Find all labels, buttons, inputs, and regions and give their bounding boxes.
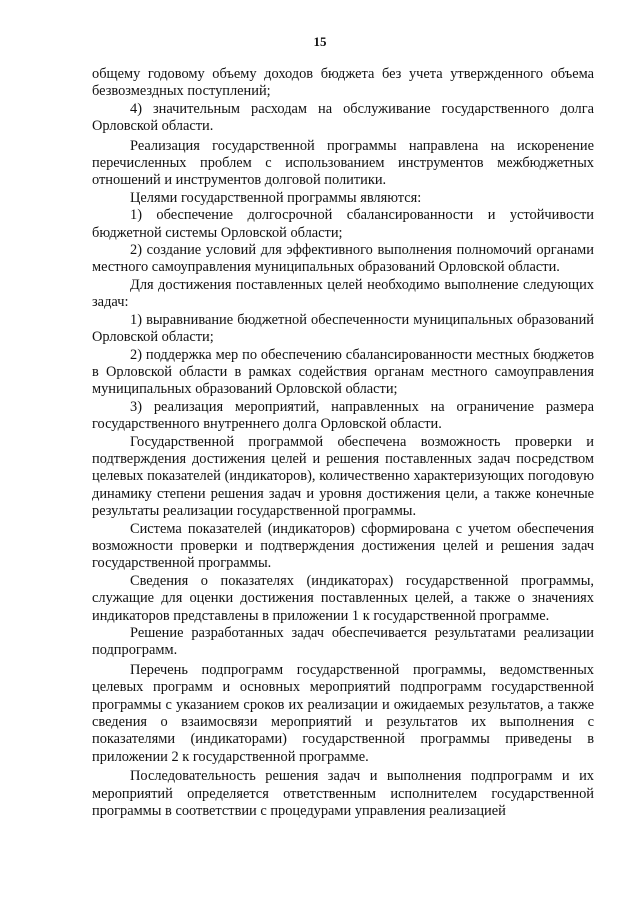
paragraph-9: 2) поддержка мер по обеспечению сбалансированности местных бюджетов в Орловской области в рамках содействия органам местного самоуправления муниципальных образований Орловской области;: [92, 346, 594, 398]
page-number: 15: [313, 34, 327, 49]
paragraph-3: Реализация государственной программы направлена на искоренение перечисленных проблем с использованием инструментов межбюджетных отношений и инструментов долговой политики.: [92, 137, 594, 189]
body-text: [92, 66, 594, 820]
paragraph-6: 2) создание условий для эффективного выполнения полномочий органами местного самоуправления муниципальных образований Орловской области.: [92, 242, 594, 276]
paragraph-8: 1) выравнивание бюджетной обеспеченности муниципальных образований Орловской области;: [92, 311, 594, 346]
paragraph-12: Система показателей (индикаторов) сформирована с учетом обеспечения возможности проверки и подтверждения достижения целей и решения задач государственной программы.: [92, 520, 594, 572]
paragraph-13: Сведения о показателях (индикаторах) государственной программы, служащие для оценки достижения поставленных целей, а также о значениях индикаторов представлены в приложении 1 к государственной программе.: [92, 572, 594, 624]
paragraph-7: Для достижения поставленных целей необходимо выполнение следующих задач:: [92, 276, 594, 311]
paragraph-2: 4) значительным расходам на обслуживание государственного долга Орловской области.: [92, 100, 594, 135]
paragraph-5: 1) обеспечение долгосрочной сбалансированности и устойчивости бюджетной системы Орловской области;: [92, 207, 594, 241]
paragraph-1: общему годовому объему доходов бюджета без учета утвержденного объема безвозмездных поступлений;: [92, 66, 594, 100]
paragraph-16: Последовательность решения задач и выполнения подпрограмм и их мероприятий определяется ответственным исполнителем государственной программы в соответствии с процедурами управления реализацией: [92, 768, 594, 820]
paragraph-14: Решение разработанных задач обеспечивается результатами реализации подпрограмм.: [92, 625, 594, 659]
paragraph-11: Государственной программой обеспечена возможность проверки и подтверждения достижения целей и решения поставленных задач посредством целевых показателей (индикаторов), количественно характеризующих погодовую динамику степени решения задач и уровня достижения цели, а также конечные результаты реализации государственной программы.: [92, 433, 594, 520]
paragraph-15: Перечень подпрограмм государственной программы, ведомственных целевых программ и основных мероприятий подпрограмм государственной программы с указанием сроков их реализации и ожидаемых результатов, а также сведения о взаимосвязи мероприятий и результатов их выполнения с показателями (индикаторами) государственной программы приведены в приложении 2 к государственной программе.: [92, 661, 594, 765]
paragraph-10: 3) реализация мероприятий, направленных на ограничение размера государственного внутреннего долга Орловской области.: [92, 398, 594, 433]
paragraph-4: Целями государственной программы являются:: [130, 189, 422, 206]
